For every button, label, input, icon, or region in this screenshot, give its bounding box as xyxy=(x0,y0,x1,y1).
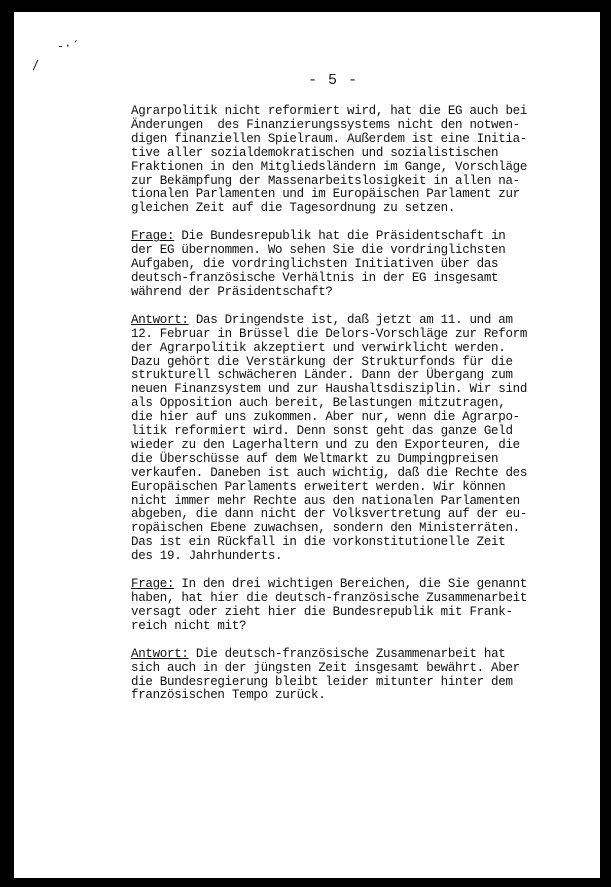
text-line: als Opposition auch bereit, Belastungen mitzutragen, xyxy=(131,396,506,411)
text-line: des 19. Jahrhunderts. xyxy=(131,549,283,564)
text-line: 12. Februar in Brüssel die Delors-Vorschläge zur Reform xyxy=(131,326,528,341)
text-line: Europäischen Parlaments erweitert werden. Wir können xyxy=(131,479,506,494)
paragraph xyxy=(131,648,521,704)
speaker-label: Antwort: xyxy=(131,646,189,661)
text-line: verkaufen. Daneben ist auch wichtig, daß die Rechte des xyxy=(131,465,528,480)
speaker-label: Frage: xyxy=(131,229,175,244)
text-line: sich auch in der jüngsten Zeit insgesamt bewährt. Aber xyxy=(131,660,520,675)
text-line: Dazu gehört die Verstärkung der Strukturfonds für die xyxy=(131,354,513,369)
text-line: die Bundesregierung bleibt leider mitunter hinter dem xyxy=(131,674,513,689)
text-line xyxy=(131,648,521,662)
text-line xyxy=(131,577,528,592)
text-line-content: In den drei wichtigen Bereichen, die Sie genannt xyxy=(174,577,528,592)
scan-mark: / xyxy=(32,58,40,72)
text-line: französischen Tempo zurück. xyxy=(131,688,326,703)
text-line: deutsch-französische Verhältnis in der EG insgesamt xyxy=(131,270,499,285)
paragraph xyxy=(131,104,528,216)
document-page xyxy=(14,12,600,878)
text-line: litik reformiert wird. Denn sonst geht das ganze Geld xyxy=(131,424,513,439)
text-line: tionalen Parlamenten und im Europäischen Parlament zur xyxy=(131,187,520,202)
text-line: neuen Finanzsystem und zur Haushaltsdisziplin. Wir sind xyxy=(131,382,528,397)
text-line: Aufgaben, die vordringlichsten Initiativen über das xyxy=(131,257,499,272)
scan-mark: -·´ xyxy=(57,39,79,53)
document-body xyxy=(131,104,528,717)
speaker-label: Antwort: xyxy=(131,312,189,327)
text-line: ropäischen Ebene zuwachsen, sondern den Ministerräten. xyxy=(131,521,520,536)
page-number: - 5 - xyxy=(308,72,359,89)
text-line: digen finanziellen Spielraum. Außerdem ist eine Initia- xyxy=(131,131,528,146)
text-line: der EG übernommen. Wo sehen Sie die vordringlichsten xyxy=(131,243,506,258)
text-line: gleichen Zeit auf die Tagesordnung zu setzen. xyxy=(131,201,456,216)
text-line-content: Die Bundesrepublik hat die Präsidentschaft in xyxy=(174,229,506,244)
paragraph xyxy=(131,230,521,300)
text-line: Fraktionen in den Mitgliedsländern im Gange, Vorschläge xyxy=(131,159,528,174)
text-line: nicht immer mehr Rechte aus den nationalen Parlamenten xyxy=(131,493,520,508)
text-line: abgeben, die dann nicht der Volksvertretung auf der eu- xyxy=(131,507,528,522)
text-line: Agrarpolitik nicht reformiert wird, hat die EG auch bei xyxy=(131,104,528,118)
text-line: während der Präsidentschaft? xyxy=(131,284,333,299)
text-line: reich nicht mit? xyxy=(131,618,247,633)
paragraph xyxy=(131,577,528,634)
text-line: versagt oder zieht hier die Bundesrepublik mit Frank- xyxy=(131,604,513,619)
text-line: Änderungen des Finanzierungssystems nicht den notwen- xyxy=(131,117,520,132)
text-line-content: Die deutsch-französische Zusammenarbeit hat xyxy=(188,646,506,661)
text-line: die Überschüsse auf dem Weltmarkt zu Dumpingpreisen xyxy=(131,451,499,466)
text-line: der Agrarpolitik akzeptiert und verwirklicht werden. xyxy=(131,340,506,355)
text-line: haben, hat hier die deutsch-französische Zusammenarbeit xyxy=(131,591,528,605)
text-line: die hier auf uns zukommen. Aber nur, wenn die Agrarpo- xyxy=(131,410,520,425)
text-line: strukturell schwächeren Länder. Dann der Übergang zum xyxy=(131,368,513,383)
text-line: wieder zu den Lagerhaltern und zu den Exporteuren, die xyxy=(131,437,520,452)
text-line: tive aller sozialdemokratischen und sozialistischen xyxy=(131,145,499,160)
text-line: Das ist ein Rückfall in die vorkonstitutionelle Zeit xyxy=(131,535,506,550)
text-line xyxy=(131,314,521,328)
text-line-content: Das Dringendste ist, daß jetzt am 11. und am xyxy=(188,312,513,327)
text-line: zur Bekämpfung der Massenarbeitslosigkeit in allen na- xyxy=(131,173,520,188)
speaker-label: Frage: xyxy=(131,577,175,592)
text-line xyxy=(131,230,521,244)
paragraph xyxy=(131,312,528,564)
